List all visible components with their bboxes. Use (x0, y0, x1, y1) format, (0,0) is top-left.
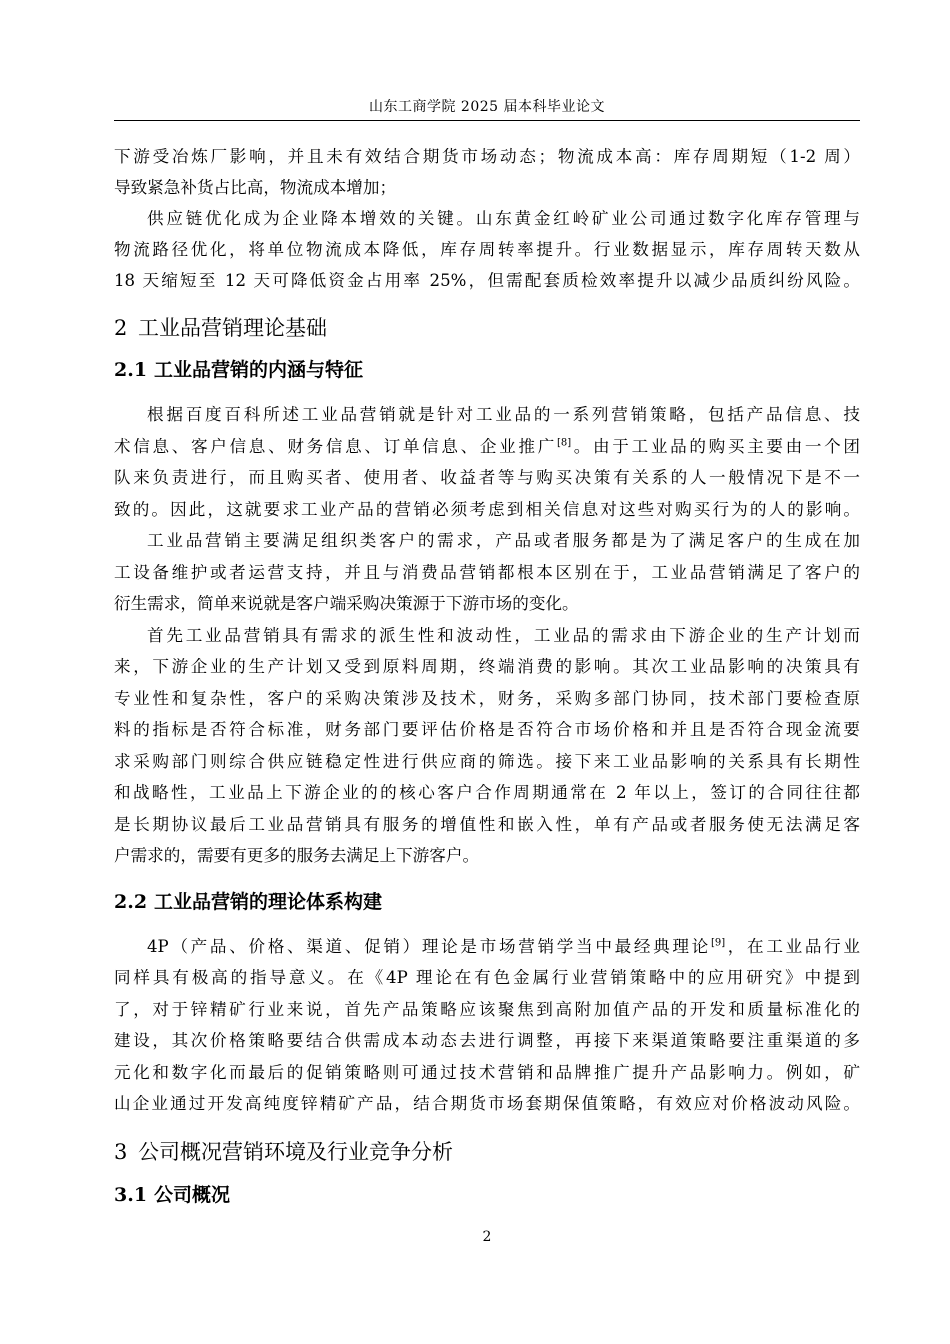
subsection-number: 2.1 (114, 359, 148, 381)
text-line: 建设，其次价格策略要结合供需成本动态去进行调整，再接下来渠道策略要注重渠道的多 (114, 1031, 860, 1050)
citation-ref: [9] (710, 937, 726, 949)
text-line: 是长期协议最后工业品营销具有服务的增值性和嵌入性，单有产品或者服务使无法满足客 (114, 815, 860, 834)
text-line: 致的。因此，这就要求工业产品的营销必须考虑到相关信息对这些对购买行为的人的影响。 (114, 500, 860, 519)
section-heading (114, 315, 327, 341)
text-run: 术信息、客户信息、财务信息、订单信息、企业推广 (114, 437, 557, 456)
text-line: 物流路径优化，将单位物流成本降低，库存周转率提升。行业数据显示，库存周转天数从 (114, 240, 860, 259)
text-line: 队来负责进行，而且购买者、使用者、收益者等与购买决策有关系的人一般情况下是不一 (114, 468, 860, 487)
text-line: 根据百度百科所述工业品营销就是针对工业品的一系列营销策略，包括产品信息、技 (147, 405, 860, 424)
section-number: 3 (114, 1140, 128, 1164)
text-line: 和战略性，工业品上下游企业的的核心客户合作周期通常在 2 年以上，签订的合同往往都 (114, 783, 860, 802)
text-line (147, 937, 860, 957)
page-number: 2 (482, 1229, 492, 1245)
section-number: 2 (114, 316, 128, 340)
running-header: 山东工商学院 2025 届本科毕业论文 (368, 99, 606, 115)
subsection-title: 公司概况 (154, 1184, 231, 1206)
section-title: 工业品营销理论基础 (138, 316, 327, 340)
text-line (114, 437, 860, 457)
subsection-number: 2.2 (114, 891, 148, 913)
text-line: 户需求的，需要有更多的服务去满足上下游客户。 (114, 846, 480, 865)
text-line: 供应链优化成为企业降本增效的关键。山东黄金红岭矿业公司通过数字化库存管理与 (147, 209, 860, 228)
text-line: 工业品营销主要满足组织类客户的需求，产品或者服务都是为了满足客户的生成在加 (147, 531, 860, 550)
text-line: 来，下游企业的生产计划又受到原料周期，终端消费的影响。其次工业品影响的决策具有 (114, 657, 860, 676)
text-line: 料的指标是否符合标准，财务部门要评估价格是否符合市场价格和并且是否符合现金流要 (114, 720, 860, 739)
subsection-title: 工业品营销的内涵与特征 (154, 359, 364, 381)
text-line: 山企业通过开发高纯度锌精矿产品，结合期货市场套期保值策略，有效应对价格波动风险。 (114, 1094, 860, 1113)
text-run: 。由于工业品的购买主要由一个团 (571, 437, 861, 456)
subsection-number: 3.1 (114, 1184, 148, 1206)
text-line: 下游受冶炼厂影响，并且未有效结合期货市场动态；物流成本高：库存周期短（1-2 周） (114, 147, 860, 166)
text-line: 元化和数字化而最后的促销策略则可通过技术营销和品牌推广提升产品影响力。例如，矿 (114, 1063, 860, 1082)
subsection-heading (114, 890, 382, 914)
text-line: 18 天缩短至 12 天可降低资金占用率 25%，但需配套质检效率提升以减少品质纠纷风险。 (114, 271, 860, 290)
text-line: 了，对于锌精矿行业来说，首先产品策略应该聚焦到高附加值产品的开发和质量标准化的 (114, 1000, 860, 1019)
citation-ref: [8] (556, 437, 572, 449)
text-line: 同样具有极高的指导意义。在《4P 理论在有色金属行业营销策略中的应用研究》中提到 (114, 968, 860, 987)
subsection-heading (114, 1183, 230, 1207)
text-line: 专业性和复杂性，客户的采购决策涉及技术，财务，采购多部门协同，技术部门要检查原 (114, 689, 860, 708)
text-line: 求采购部门则综合供应链稳定性进行供应商的筛选。接下来工业品影响的关系具有长期性 (114, 752, 860, 771)
subsection-heading (114, 358, 363, 382)
text-run: ，在工业品行业 (725, 937, 860, 956)
header-rule (114, 120, 860, 121)
subsection-title: 工业品营销的理论体系构建 (154, 891, 383, 913)
text-line: 导致紧急补货占比高，物流成本增加； (114, 178, 397, 197)
text-line: 衍生需求，简单来说就是客户端采购决策源于下游市场的变化。 (114, 594, 579, 613)
text-run: 4P（产品、价格、渠道、促销）理论是市场营销学当中最经典理论 (147, 937, 711, 956)
section-title: 公司概况营销环境及行业竞争分析 (138, 1140, 453, 1164)
text-line: 首先工业品营销具有需求的派生性和波动性，工业品的需求由下游企业的生产计划而 (147, 626, 860, 645)
text-line: 工设备维护或者运营支持，并且与消费品营销都根本区别在于，工业品营销满足了客户的 (114, 563, 860, 582)
section-heading (114, 1139, 453, 1165)
